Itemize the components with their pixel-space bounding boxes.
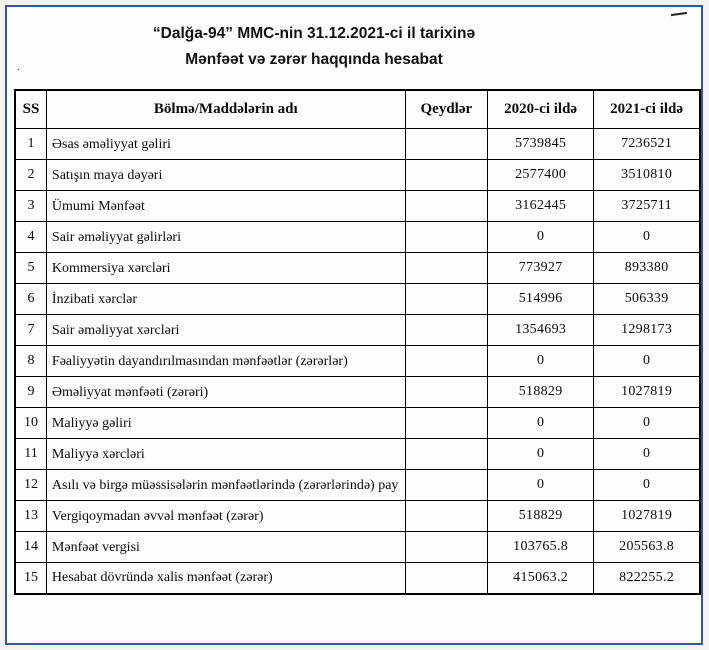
row-value-2021: 0 xyxy=(594,439,700,470)
row-number: 2 xyxy=(15,160,46,191)
row-value-2020: 514996 xyxy=(488,284,594,315)
table-row xyxy=(15,532,700,563)
row-number: 13 xyxy=(15,501,46,532)
row-value-2021: 205563.8 xyxy=(594,532,700,563)
table-row xyxy=(15,377,700,408)
table-row xyxy=(15,129,700,160)
row-number: 5 xyxy=(15,253,46,284)
row-number: 1 xyxy=(15,129,46,160)
header-2021: 2021-ci ildə xyxy=(594,90,700,129)
row-value-2021: 7236521 xyxy=(594,129,700,160)
row-notes-cell xyxy=(405,315,487,346)
profit-loss-table xyxy=(14,89,701,595)
table-header-row xyxy=(15,90,700,129)
row-notes-cell xyxy=(405,408,487,439)
row-value-2020: 0 xyxy=(488,470,594,501)
table-row xyxy=(15,408,700,439)
row-item-name: Əsas əməliyyat gəliri xyxy=(46,129,405,160)
table-row xyxy=(15,439,700,470)
row-item-name: Sair əməliyyat xərcləri xyxy=(46,315,405,346)
row-item-name: Fəaliyyətin dayandırılmasından mənfəətlər (zərərlər) xyxy=(46,346,405,377)
row-number: 8 xyxy=(15,346,46,377)
table-row xyxy=(15,501,700,532)
row-item-name: İnzibati xərclər xyxy=(46,284,405,315)
row-number: 14 xyxy=(15,532,46,563)
header-name: Bölmə/Maddələrin adı xyxy=(46,90,405,129)
row-notes-cell xyxy=(405,191,487,222)
row-item-name: Asılı və birgə müəssisələrin mənfəətlərində (zərərlərində) pay xyxy=(46,470,405,501)
row-value-2021: 893380 xyxy=(594,253,700,284)
row-item-name: Sair əməliyyat gəlirləri xyxy=(46,222,405,253)
table-row xyxy=(15,315,700,346)
document-title xyxy=(14,21,614,73)
row-notes-cell xyxy=(405,129,487,160)
row-value-2021: 1027819 xyxy=(594,501,700,532)
row-notes-cell xyxy=(405,470,487,501)
row-notes-cell xyxy=(405,377,487,408)
table-row xyxy=(15,284,700,315)
row-notes-cell xyxy=(405,160,487,191)
row-value-2021: 1027819 xyxy=(594,377,700,408)
row-value-2020: 0 xyxy=(488,222,594,253)
row-notes-cell xyxy=(405,563,487,594)
row-notes-cell xyxy=(405,501,487,532)
header-ss: SS xyxy=(15,90,46,129)
row-value-2020: 0 xyxy=(488,439,594,470)
table-row xyxy=(15,253,700,284)
row-value-2021: 3510810 xyxy=(594,160,700,191)
row-number: 3 xyxy=(15,191,46,222)
row-item-name: Əməliyyat mənfəəti (zərəri) xyxy=(46,377,405,408)
row-number: 12 xyxy=(15,470,46,501)
row-item-name: Vergiqoymadan əvvəl mənfəət (zərər) xyxy=(46,501,405,532)
row-notes-cell xyxy=(405,346,487,377)
row-value-2020: 518829 xyxy=(488,501,594,532)
row-value-2021: 0 xyxy=(594,408,700,439)
row-number: 9 xyxy=(15,377,46,408)
row-value-2020: 103765.8 xyxy=(488,532,594,563)
row-number: 7 xyxy=(15,315,46,346)
row-item-name: Maliyyə xərcləri xyxy=(46,439,405,470)
row-item-name: Ümumi Mənfəət xyxy=(46,191,405,222)
row-value-2021: 0 xyxy=(594,346,700,377)
header-notes: Qeydlər xyxy=(405,90,487,129)
row-item-name: Kommersiya xərcləri xyxy=(46,253,405,284)
title-line-1: “Dalğa-94” MMC-nin 31.12.2021-ci il tarixinə xyxy=(152,25,476,42)
table-row xyxy=(15,222,700,253)
row-notes-cell xyxy=(405,284,487,315)
row-value-2020: 0 xyxy=(488,408,594,439)
document-page xyxy=(5,5,703,645)
row-number: 11 xyxy=(15,439,46,470)
row-value-2021: 0 xyxy=(594,222,700,253)
row-item-name: Mənfəət vergisi xyxy=(46,532,405,563)
row-value-2021: 0 xyxy=(594,470,700,501)
row-value-2021: 3725711 xyxy=(594,191,700,222)
row-value-2020: 773927 xyxy=(488,253,594,284)
row-notes-cell xyxy=(405,532,487,563)
row-value-2020: 518829 xyxy=(488,377,594,408)
row-value-2020: 3162445 xyxy=(488,191,594,222)
row-notes-cell xyxy=(405,253,487,284)
table-row xyxy=(15,160,700,191)
row-number: 10 xyxy=(15,408,46,439)
row-value-2020: 0 xyxy=(488,346,594,377)
row-value-2020: 2577400 xyxy=(488,160,594,191)
header-2020: 2020-ci ildə xyxy=(488,90,594,129)
row-value-2021: 1298173 xyxy=(594,315,700,346)
scan-artifact: . xyxy=(17,59,20,73)
row-number: 6 xyxy=(15,284,46,315)
table-row xyxy=(15,191,700,222)
row-item-name: Maliyyə gəliri xyxy=(46,408,405,439)
scan-artifact xyxy=(671,12,687,16)
row-value-2020: 415063.2 xyxy=(488,563,594,594)
title-line-2: Mənfəət və zərər haqqında hesabat xyxy=(185,51,443,68)
row-number: 4 xyxy=(15,222,46,253)
row-value-2021: 822255.2 xyxy=(594,563,700,594)
table-row xyxy=(15,470,700,501)
row-item-name: Satışın maya dəyəri xyxy=(46,160,405,191)
table-row xyxy=(15,346,700,377)
row-value-2021: 506339 xyxy=(594,284,700,315)
row-notes-cell xyxy=(405,222,487,253)
row-value-2020: 5739845 xyxy=(488,129,594,160)
row-number: 15 xyxy=(15,563,46,594)
row-item-name: Hesabat dövründə xalis mənfəət (zərər) xyxy=(46,563,405,594)
row-value-2020: 1354693 xyxy=(488,315,594,346)
table-row xyxy=(15,563,700,594)
row-notes-cell xyxy=(405,439,487,470)
